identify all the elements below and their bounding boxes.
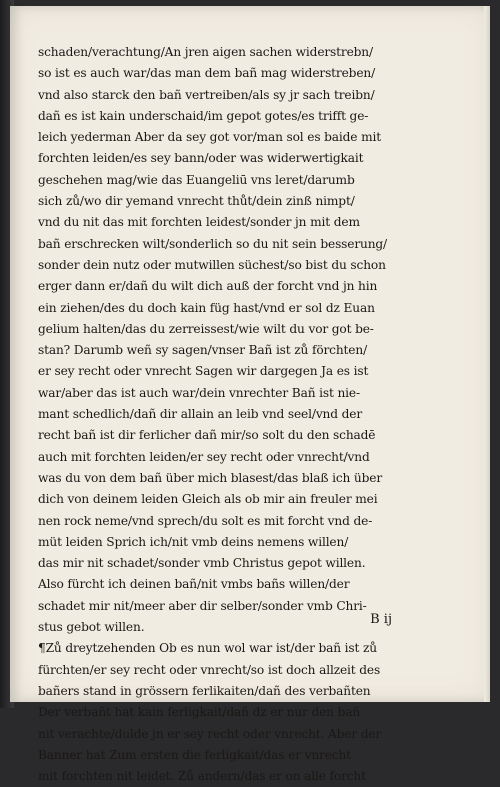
text-line: das mir nit schadet/sonder vmb Christus gepot willen.: [38, 556, 366, 571]
page-edge: [484, 6, 490, 702]
book-page: [10, 6, 490, 784]
text-line: schaden/verachtung/An jren aigen sachen widerstrebn/: [38, 45, 373, 59]
text-line: sonder dein nutz oder mutwillen süchest/so bist du schon: [38, 257, 386, 272]
text-line: nen rock neme/vnd sprech/du solt es mit forcht vnd de-: [38, 513, 373, 528]
text-line: Also fürcht ich deinen bañ/nit vmbs bañs willen/der: [38, 577, 350, 592]
text-line: Banner hat Zum ersten die ferligkait/das er vnrecht: [38, 747, 351, 762]
text-line: stan? Darumb weñ sy sagen/vnser Bañ ist zů förchten/: [38, 343, 368, 358]
text-line: stus gebot willen.: [38, 620, 145, 635]
text-block: [38, 42, 480, 787]
text-line: leich yederman Aber da sey got vor/man sol es baide mit: [38, 130, 381, 145]
text-line: mant schedlich/dañ dir allain an leib vnd seel/vnd der: [38, 407, 363, 422]
text-line: er sey recht oder vnrecht Sagen wir dargegen Ja es ist: [38, 364, 369, 379]
text-line: vnd du nit das mit forchten leidest/sonder jn mit dem: [38, 215, 360, 230]
text-line: vnd also starck den bañ vertreiben/als sy jr sach treibn/: [38, 87, 375, 102]
text-line: bañers stand in grössern ferlikaiten/dañ des verbañten: [38, 683, 371, 698]
text-line: dich von deinem leiden Gleich als ob mir ain freuler mei: [38, 492, 378, 507]
text-line: auch mit forchten leiden/er sey recht oder vnrecht/vnd: [38, 449, 370, 464]
text-line: war/aber das ist auch war/dein vnrechter Bañ ist nie-: [38, 385, 360, 400]
text-line: gelium halten/das du zerreissest/wie wilt du vor got be-: [38, 321, 374, 336]
text-line: fürchten/er sey recht oder vnrecht/so ist doch allzeit des: [38, 662, 381, 677]
text-line: geschehen mag/wie das Euangeliū vns leret/darumb: [38, 172, 355, 187]
text-line: ein ziehen/des du doch kain füg hast/vnd er sol dz Euan: [38, 300, 375, 315]
text-line: forchten leiden/es sey bann/oder was widerwertigkait: [38, 151, 364, 166]
text-line: bañ erschrecken wilt/sonderlich so du nit sein besserung/: [38, 236, 388, 251]
text-line: so ist es auch war/das man dem bañ mag widerstreben/: [38, 66, 376, 81]
signature-mark: B ij: [370, 612, 392, 627]
text-line: erger dann er/dañ du wilt dich auß der forcht vnd jn hin: [38, 279, 378, 294]
text-line: nit verachte/dulde jn er sey recht oder vnrecht. Aber der: [38, 726, 382, 741]
text-line: sich zů/wo dir yemand vnrecht thůt/dein zinß nimpt/: [38, 194, 355, 209]
text-line: dañ es ist kain underschaid/im gepot gotes/es trifft ge-: [38, 108, 369, 123]
text-line: ¶Zů dreytzehenden Ob es nun wol war ist/der bañ ist zů: [38, 641, 377, 656]
text-line: was du von dem bañ über mich blasest/das blaß ich über: [38, 470, 383, 485]
text-line: mit forchten nit leidet. Zů andern/das er on alle forcht: [38, 769, 366, 784]
text-line: schadet mir nit/meer aber dir selber/sonder vmb Chri-: [38, 598, 367, 613]
text-line: müt leiden Sprich ich/nit vmb deins nemens willen/: [38, 534, 349, 549]
text-line: Der verbañt hat kain ferligkait/dañ dz er nur den bañ: [38, 705, 361, 720]
text-line: recht bañ ist dir ferlicher dañ mir/so solt du den schadē: [38, 428, 376, 443]
